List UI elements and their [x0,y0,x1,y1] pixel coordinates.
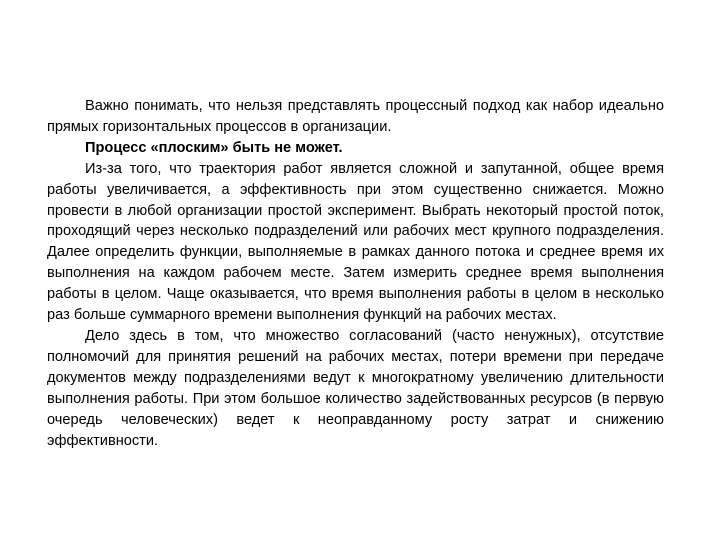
paragraph-heading: Процесс «плоским» быть не может. [85,139,343,156]
text-block [47,96,664,451]
paragraph-conclusion: Дело здесь в том, что множество согласований (часто ненужных), отсутствие полномочий для принятия решений на рабочих местах, потери времени при передаче документов между подразделениями ведут к многократному увеличению длительности выполнения работы. При этом большое количество задействованных ресурсов (в первую очередь человеческих) ведет к неоправданному росту затрат и снижению эффективности. [47,327,664,449]
paragraph-experiment: Из-за того, что траектория работ является сложной и запутанной, общее время работы увеличивается, а эффективность при этом существенно снижается. Можно провести в любой организации простой эксперимент. Выбрать некоторый простой поток, проходящий через несколько подразделений или рабочих мест крупного подразделения. Далее определить функции, выполняемые в рамках данного потока и среднее время их выполнения на каждом рабочем месте. Затем измерить среднее время выполнения работы в целом. Чаще оказывается, что время выполнения работы в целом в несколько раз больше суммарного времени выполнения функций на рабочих местах. [47,160,664,324]
paragraph-intro: Важно понимать, что нельзя представлять процессный подход как набор идеально прямых горизонтальных процессов в организации. [47,98,664,135]
